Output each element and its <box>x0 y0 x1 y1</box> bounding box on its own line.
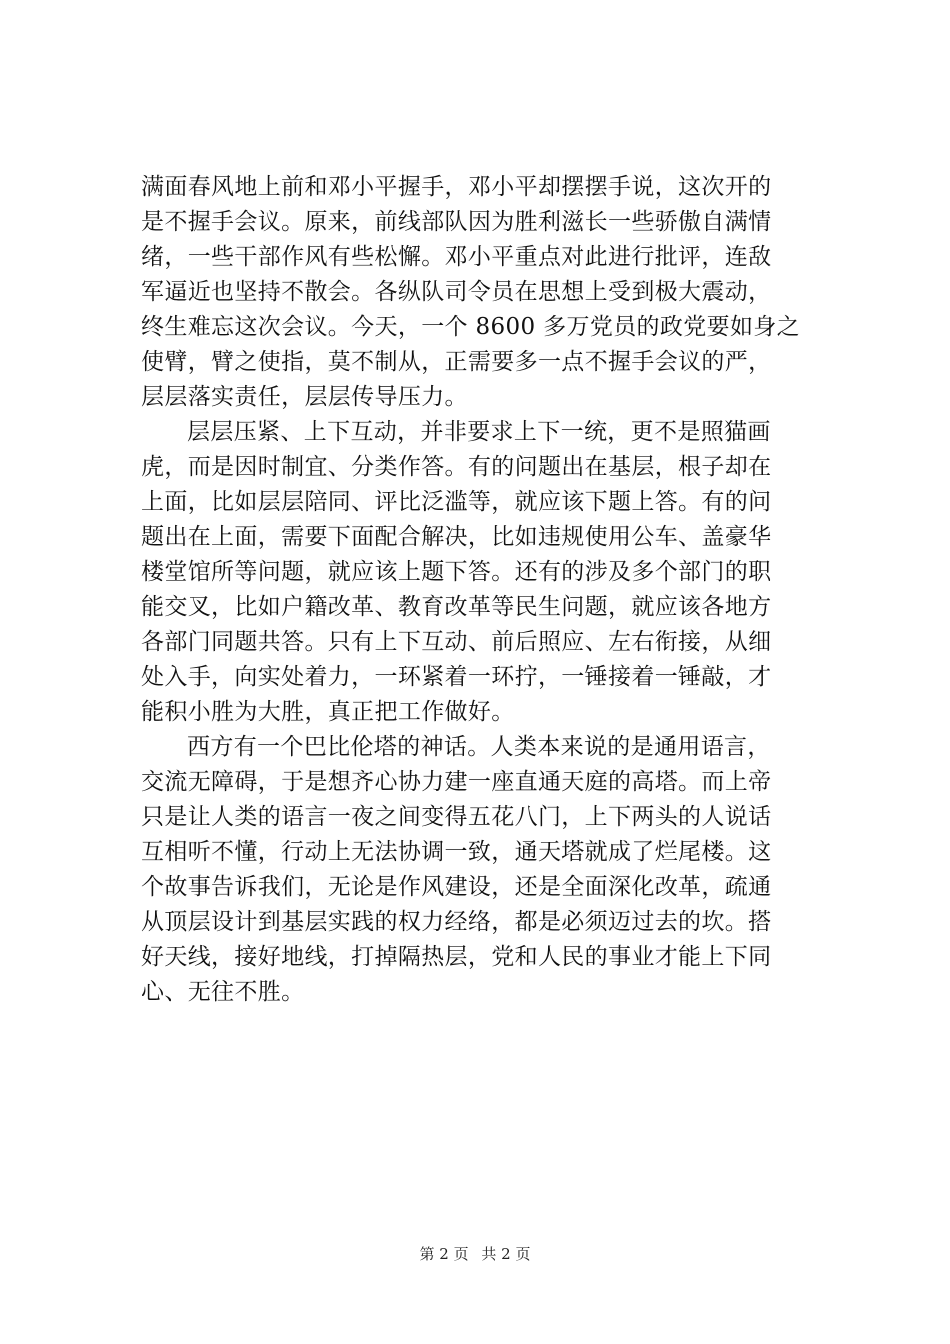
text-line: 层层压紧、上下互动，并非要求上下一统，更不是照猫画 <box>187 419 771 445</box>
text-line: 交流无障碍，于是想齐心协力建一座直通天庭的高塔。而上帝 <box>141 769 772 795</box>
text-line: 楼堂馆所等问题，就应该上题下答。还有的涉及多个部门的职 <box>141 559 772 585</box>
text-line: 只是让人类的语言一夜之间变得五花八门，上下两头的人说话 <box>141 804 772 830</box>
text-line: 使臂，臂之使指，莫不制从，正需要多一点不握手会议的严， <box>141 349 772 375</box>
text-line: 各部门同题共答。只有上下互动、前后照应、左右衔接，从细 <box>141 629 772 655</box>
text-line: 题出在上面，需要下面配合解决，比如违规使用公车、盖豪华 <box>141 524 772 550</box>
page-total: 共 2 页 <box>481 1245 531 1263</box>
page-number: 第 2 页 <box>419 1245 469 1263</box>
text-line: 西方有一个巴比伦塔的神话。人类本来说的是通用语言， <box>187 734 771 760</box>
text-line: 处入手，向实处着力，一环紧着一环拧，一锤接着一锤敲，才 <box>141 664 772 690</box>
text-line: 终生难忘这次会议。今天，一个 8600 多万党员的政党要如身之 <box>141 314 801 340</box>
text-line: 好天线，接好地线，打掉隔热层，党和人民的事业才能上下同 <box>141 944 772 970</box>
page-footer <box>0 1244 950 1264</box>
text-line: 心、无往不胜。 <box>141 979 305 1005</box>
text-line: 满面春风地上前和邓小平握手，邓小平却摆摆手说，这次开的 <box>141 174 772 200</box>
text-line: 上面，比如层层陪同、评比泛滥等，就应该下题上答。有的问 <box>141 489 772 515</box>
text-line: 能交叉，比如户籍改革、教育改革等民生问题，就应该各地方 <box>141 594 772 620</box>
text-line: 互相听不懂，行动上无法协调一致，通天塔就成了烂尾楼。这 <box>141 839 772 865</box>
text-line: 绪，一些干部作风有些松懈。邓小平重点对此进行批评，连敌 <box>141 244 772 270</box>
body-text <box>141 170 811 1010</box>
text-line: 能积小胜为大胜，真正把工作做好。 <box>141 699 515 725</box>
text-line: 是不握手会议。原来，前线部队因为胜利滋长一些骄傲自满情 <box>141 209 772 235</box>
text-line: 军逼近也坚持不散会。各纵队司令员在思想上受到极大震动， <box>141 279 772 305</box>
text-line: 虎，而是因时制宜、分类作答。有的问题出在基层，根子却在 <box>141 454 772 480</box>
text-line: 个故事告诉我们，无论是作风建设，还是全面深化改革，疏通 <box>141 874 772 900</box>
text-line: 层层落实责任，层层传导压力。 <box>141 384 468 410</box>
text-line: 从顶层设计到基层实践的权力经络，都是必须迈过去的坎。搭 <box>141 909 772 935</box>
